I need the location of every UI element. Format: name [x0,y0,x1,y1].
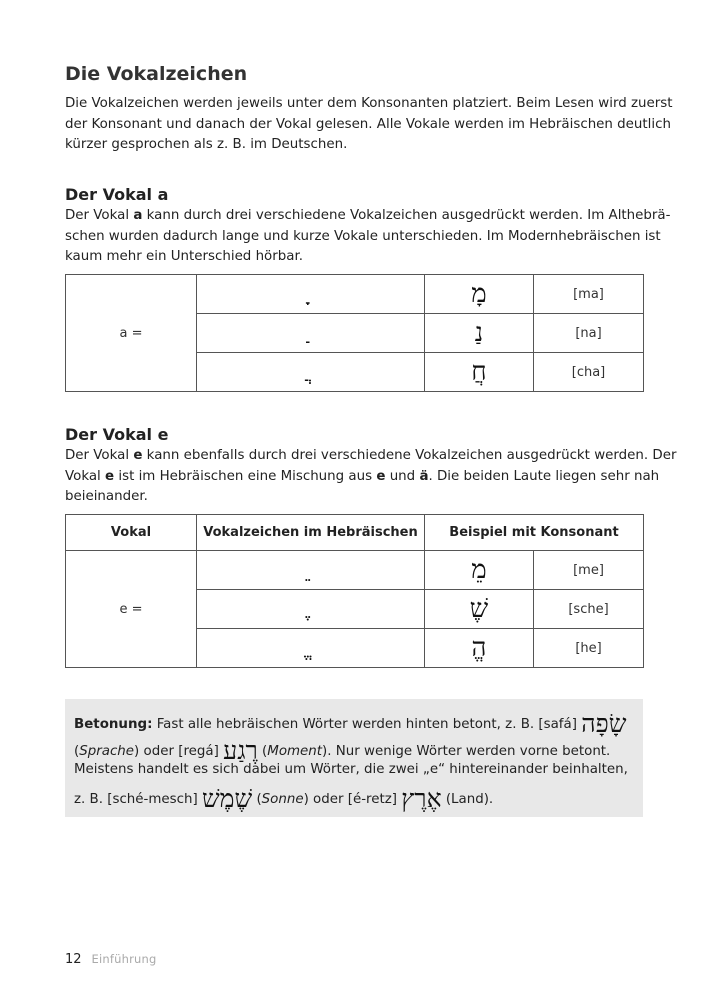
hebrew-word-rega: רֶגַע [223,736,258,765]
tip-line-3: Meistens handelt es sich dabei um Wörter, die zwei „e“ hintereinander beinhalten, [74,762,628,777]
paragraph-vokal-e [65,446,677,508]
text-run: kann durch drei verschiedene Vokalzeichen ausgedrückt werden. Im Althebrä- [142,208,671,223]
italic-gloss: Sprache [79,744,135,759]
vowel-mark-cell: ַ [197,314,425,353]
para-e-line-3: beieinander. [65,489,148,504]
text-run: ) oder [é-retz] [303,792,402,807]
text-run: und [385,468,420,484]
heading-vokal-a: Der Vokal a [65,185,169,204]
intro-line-1: Die Vokalzeichen werden jeweils unter dem Konsonanten platziert. Beim Lesen wird zuerst [65,96,673,111]
text-run: Der Vokal [65,448,134,463]
header-beispiel: Beispiel mit Konsonant [425,515,644,551]
vowel-mark-cell: ֵ [197,551,425,590]
footer-section-name: Einführung [91,952,157,966]
text-run: ) oder [regá] [134,744,224,759]
text-run: Fast alle hebräischen Wörter werden hinten betont, z. B. [safá] [152,717,582,732]
table-header-row [66,515,644,551]
transliteration-cell: [cha] [534,353,644,392]
para-e-line-1 [65,446,677,467]
text-run: Vokal [65,468,106,484]
intro-paragraph [65,94,673,156]
intro-line-3: kürzer gesprochen als z. B. im Deutschen. [65,137,348,152]
bold-vowel-e: e [133,448,143,463]
vowel-mark-cell: ֲ [197,353,425,392]
vowel-label-cell: a = [66,275,197,392]
table-row [66,275,644,314]
example-cell: מֵ [425,551,534,590]
para-a-line-1 [65,206,671,227]
text-run: . Die beiden Laute liegen sehr nah [428,468,660,484]
vowel-label-cell: e = [66,551,197,668]
page-footer [65,948,157,967]
text-run: ist im Hebräischen eine Mischung aus [114,468,377,484]
text-run: ( [252,792,262,807]
text-run: ( [257,744,268,759]
vowel-mark-cell: ֶ [197,590,425,629]
tip-label: Betonung: [74,717,153,732]
example-cell: הֱ [425,629,534,668]
bold-vowel-e: e [376,468,386,484]
transliteration-cell: [me] [534,551,644,590]
example-cell: מָ [425,275,534,314]
example-cell: נַ [425,314,534,353]
transliteration-cell: [na] [534,314,644,353]
page-title: Die Vokalzeichen [65,63,248,85]
header-vokal: Vokal [66,515,197,551]
para-a-line-2: schen wurden dadurch lange und kurze Vokale unterschieden. Im Modernhebräischen ist [65,228,661,244]
text-run: kann ebenfalls durch drei verschiedene Vokalzeichen ausgedrückt werden. Der [142,448,677,463]
text-run: z. B. [sché-mesch] [74,792,202,807]
betonung-info-box [65,699,643,817]
tip-line-4 [74,784,493,814]
vowel-e-table [65,514,644,668]
transliteration-cell: [he] [534,629,644,668]
para-a-line-3: kaum mehr ein Unterschied hörbar. [65,249,303,264]
example-cell: חֲ [425,353,534,392]
vowel-a-table [65,274,644,392]
text-run: ( [74,744,80,759]
hebrew-word-safa: שָׂפָה [581,709,627,738]
italic-gloss: Moment [267,744,323,759]
vowel-mark-cell: ֱ [197,629,425,668]
para-e-line-2 [65,467,660,488]
vowel-mark-cell: ָ [197,275,425,314]
hebrew-word-schemesch: שֶׁמֶשׁ [201,784,253,813]
italic-gloss: Sonne [261,792,304,807]
heading-vokal-e: Der Vokal e [65,425,169,444]
bold-vowel-ae: ä [419,468,429,484]
text-run: Der Vokal [65,208,134,223]
example-cell: שֶׁ [425,590,534,629]
text-run: ). Nur wenige Wörter werden vorne betont. [322,744,611,759]
intro-line-2: der Konsonant und danach der Vokal gelesen. Alle Vokale werden im Hebräischen deutlich [65,116,671,132]
table-row [66,551,644,590]
bold-vowel-a: a [133,208,143,223]
transliteration-cell: [ma] [534,275,644,314]
hebrew-word-eretz: אֶרֶץ [401,784,442,813]
tip-line-1 [74,709,626,739]
text-run: (Land). [441,792,494,807]
transliteration-cell: [sche] [534,590,644,629]
bold-vowel-e: e [105,468,115,484]
header-vokalzeichen: Vokalzeichen im Hebräischen [197,515,425,551]
page-number: 12 [65,952,82,967]
paragraph-vokal-a [65,206,671,268]
